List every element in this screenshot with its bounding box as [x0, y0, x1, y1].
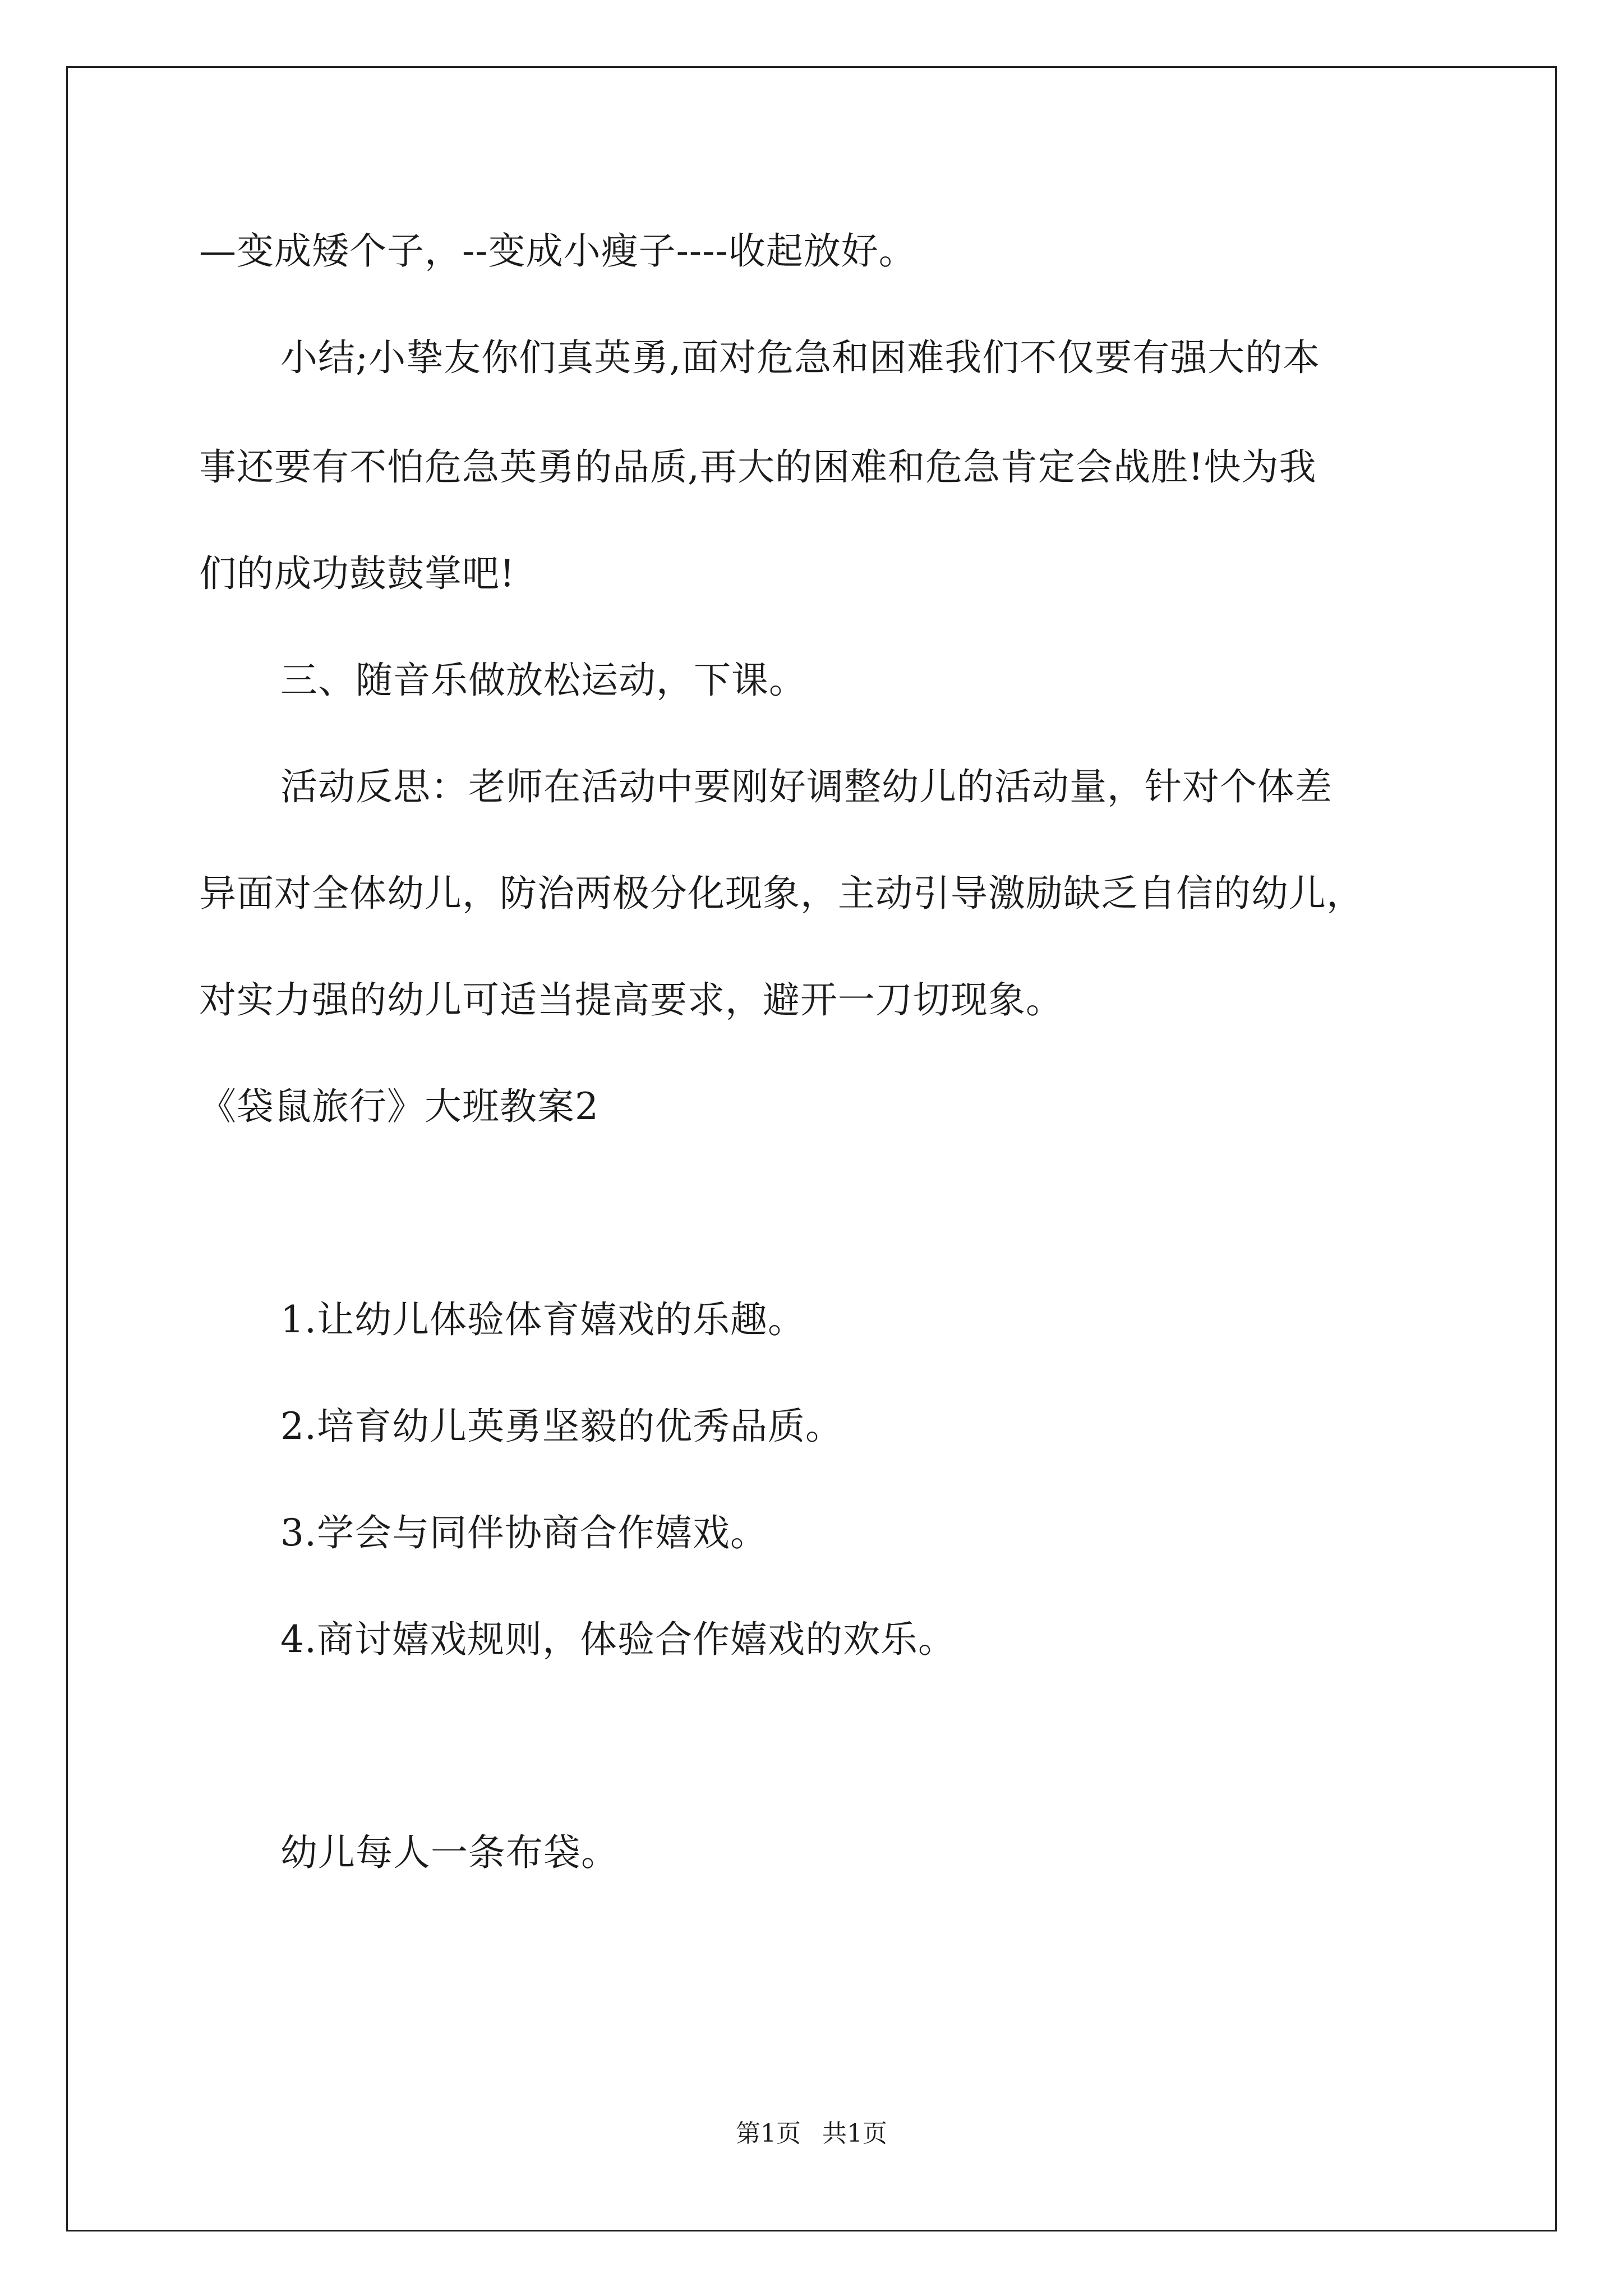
paragraph-line: 三、随音乐做放松运动，下课。: [280, 659, 806, 702]
paragraph-line: 异面对全体幼儿，防治两极分化现象，主动引导激励缺乏自信的幼儿，: [199, 872, 1364, 915]
page-footer: [0, 2119, 1623, 2148]
paragraph-line: 幼儿每人一条布袋。: [280, 1831, 619, 1874]
page-frame: [66, 66, 1557, 2231]
list-item: 3.学会与同伴协商合作嬉戏。: [280, 1511, 768, 1554]
paragraph-line: 事还要有不怕危急英勇的品质,再大的困难和危急肯定会战胜!快为我: [199, 445, 1317, 489]
list-item: 4.商讨嬉戏规则，体验合作嬉戏的欢乐。: [280, 1618, 956, 1661]
paragraph-line: 对实力强的幼儿可适当提高要求，避开一刀切现象。: [199, 978, 1063, 1022]
paragraph-line: 小结;小挚友你们真英勇,面对危急和困难我们不仅要有强大的本: [280, 336, 1321, 379]
section-title: 《袋鼠旅行》大班教案2: [199, 1085, 599, 1128]
list-item: 2.培育幼儿英勇坚毅的优秀品质。: [280, 1405, 843, 1448]
page-number-total: 共1页: [822, 2119, 887, 2148]
paragraph-line: —变成矮个子，--变成小瘦子----收起放好。: [199, 229, 916, 273]
paragraph-line: 活动反思：老师在活动中要刚好调整幼儿的活动量，针对个体差: [280, 765, 1332, 808]
page-number-current: 第1页: [736, 2119, 801, 2148]
paragraph-line: 们的成功鼓鼓掌吧!: [199, 552, 515, 595]
list-item: 1.让幼儿体验体育嬉戏的乐趣。: [280, 1298, 805, 1341]
